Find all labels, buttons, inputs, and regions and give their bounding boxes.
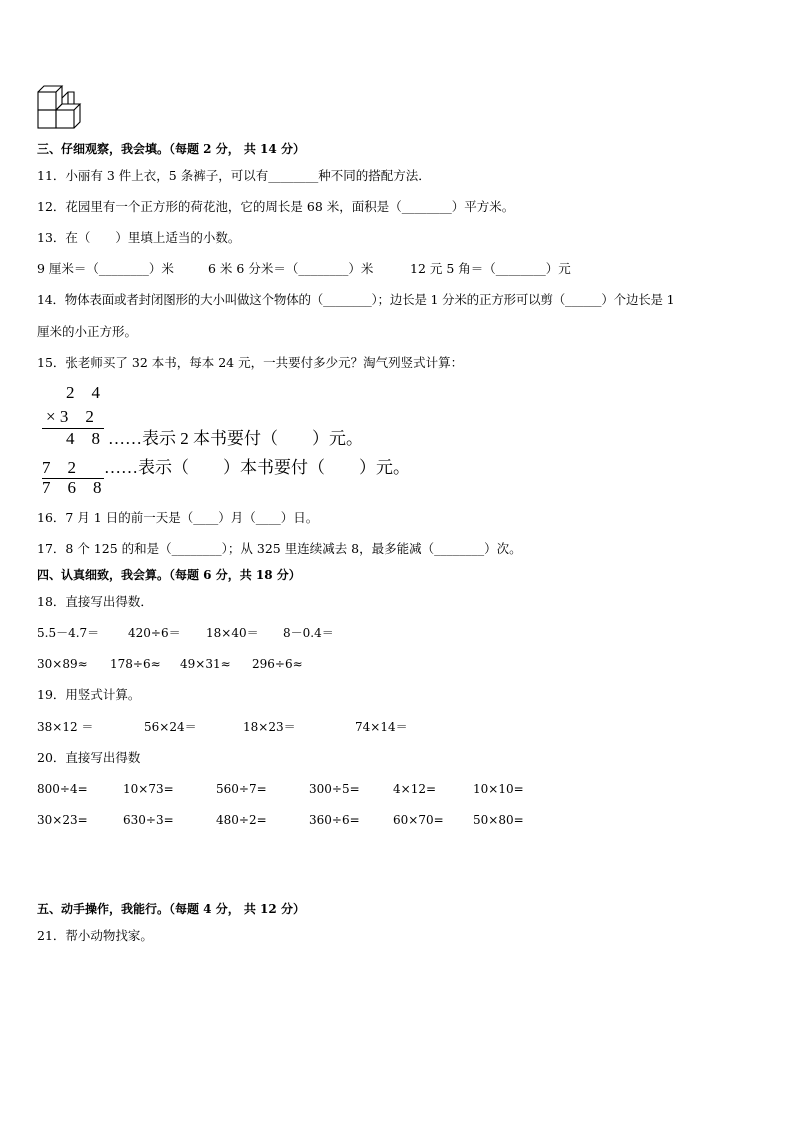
q18-expr: 420÷6＝	[128, 626, 181, 640]
question-14-line2: 厘米的小正方形。	[37, 324, 138, 339]
q18-expr: 18×40＝	[206, 626, 259, 640]
q20-expr: 560÷7=	[216, 782, 267, 796]
section4-heading: 四、认真细致，我会算。（每题 6 分，共 18 分）	[37, 568, 301, 582]
q19-expr: 74×14＝	[355, 720, 408, 734]
section3-heading: 三、仔细观察，我会填。（每题 2 分， 共 14 分）	[37, 142, 305, 156]
calc-row-multiplicand: 2 4	[66, 383, 100, 402]
question-12: 12．花园里有一个正方形的荷花池，它的周长是 68 米，面积是（________）平方米。	[37, 199, 515, 214]
q18-expr: 30×89≈	[37, 657, 88, 671]
q20-expr: 30×23=	[37, 813, 88, 827]
question-21: 21．帮小动物找家。	[37, 928, 153, 943]
calc-row-multiplier: × 3 2	[46, 407, 94, 426]
q20-expr: 10×10=	[473, 782, 524, 796]
question-17: 17．8 个 125 的和是（________）；从 325 里连续减去 8，最多能减（________）次。	[37, 541, 522, 556]
calc-partial-product-2: 7 2	[42, 458, 76, 477]
q19-expr: 38×12 ＝	[37, 720, 94, 734]
calc-partial-note-1: ……表示 2 本书要付（ ）元。	[108, 429, 363, 448]
q18-expr: 296÷6≈	[252, 657, 303, 671]
q20-expr: 4×12=	[393, 782, 437, 796]
q13-item-2: 6 米 6 分米＝（________）米	[208, 261, 374, 276]
q19-expr: 56×24＝	[144, 720, 197, 734]
q13-item-1: 9 厘米＝（________）米	[37, 261, 174, 276]
section5-heading: 五、动手操作，我能行。（每题 4 分， 共 12 分）	[37, 902, 305, 916]
q20-expr: 10×73=	[123, 782, 174, 796]
q18-expr: 8－0.4＝	[283, 626, 334, 640]
q20-expr: 360÷6=	[309, 813, 360, 827]
q20-expr: 800÷4=	[37, 782, 88, 796]
q18-expr: 178÷6≈	[110, 657, 161, 671]
question-15: 15．张老师买了 32 本书，每本 24 元，一共要付多少元？淘气列竖式计算：	[37, 355, 464, 370]
question-14-line1: 14．物体表面或者封闭图形的大小叫做这个物体的（________）；边长是 1 分米的正方形可以剪（______）个边长是 1	[37, 292, 675, 307]
cube-stack-figure	[37, 85, 87, 133]
question-18: 18．直接写出得数．	[37, 594, 153, 609]
q20-expr: 480÷2=	[216, 813, 267, 827]
question-13: 13．在（ ）里填上适当的小数。	[37, 230, 241, 245]
calc-final-product: 7 6 8	[42, 478, 102, 497]
q18-expr: 5.5－4.7＝	[37, 626, 100, 640]
question-19: 19．用竖式计算。	[37, 687, 141, 702]
question-11: 11．小丽有 3 件上衣，5 条裤子，可以有________种不同的搭配方法．	[37, 168, 431, 183]
q20-expr: 50×80=	[473, 813, 524, 827]
question-16: 16．7 月 1 日的前一天是（____）月（____）日。	[37, 510, 319, 525]
question-20: 20．直接写出得数	[37, 750, 141, 765]
q19-expr: 18×23＝	[243, 720, 296, 734]
q18-expr: 49×31≈	[180, 657, 231, 671]
q20-expr: 60×70=	[393, 813, 444, 827]
q20-expr: 300÷5=	[309, 782, 360, 796]
calc-partial-product-1: 4 8	[66, 429, 100, 448]
calc-partial-note-2: ……表示（ ）本书要付（ ）元。	[104, 458, 410, 477]
q20-expr: 630÷3=	[123, 813, 174, 827]
q13-item-3: 12 元 5 角＝（________）元	[410, 261, 571, 276]
